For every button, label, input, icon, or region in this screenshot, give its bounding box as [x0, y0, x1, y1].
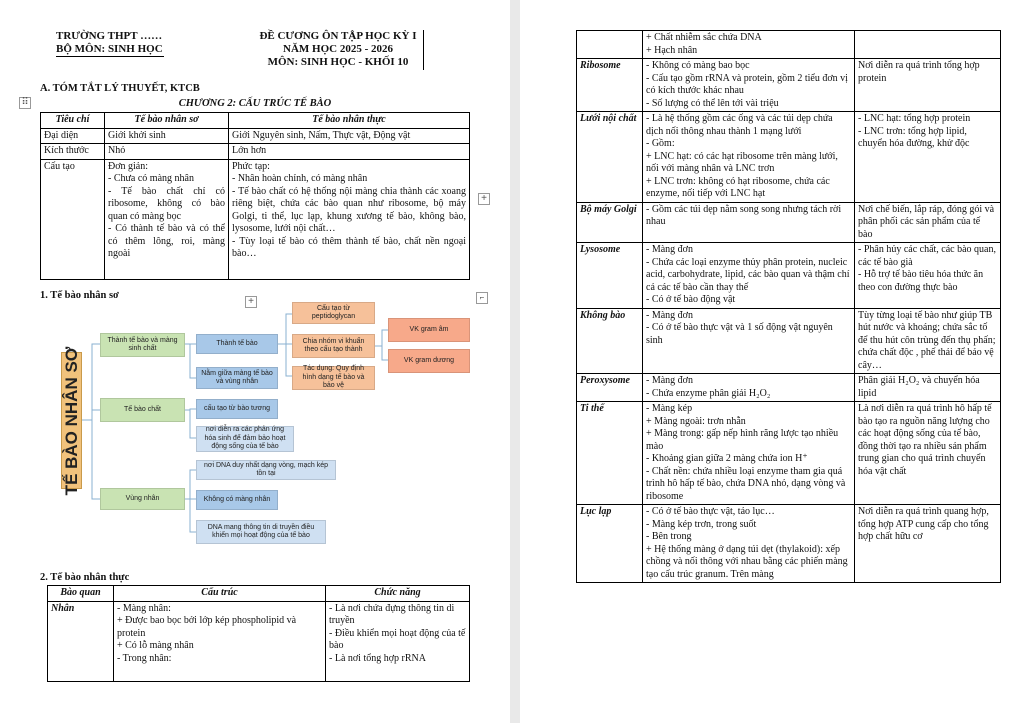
- cell-line: - LNC hạt: tổng hợp protein: [858, 113, 971, 124]
- cell-line: - Chất nền: chứa nhiều loại enzyme tham gia quá trình hô hấp tế bào, chứa DNA nhỏ, dạng vòng và ribosome: [646, 465, 846, 502]
- cell-line: - Bên trong: [646, 531, 692, 542]
- organelle-table-continued: [576, 30, 1001, 583]
- col-header: Bào quan: [48, 586, 114, 602]
- connector: [185, 470, 196, 499]
- function-cell: [855, 31, 1001, 59]
- cell-line: Là nơi diễn ra quá trình hô hấp tế bào tạo ra nguồn năng lượng cho các hoạt động sống của tế bào, đồng thời tạo ra nhiều sản phẩm trung gian cho quá trình chuyển hóa vật chất: [858, 403, 992, 477]
- organelle-name: [577, 31, 643, 59]
- eukaryote-table: [47, 585, 470, 682]
- function-cell: [855, 202, 1001, 243]
- table-row: [577, 59, 1001, 112]
- cell-line: - Tế bào chất có hệ thống nội màng chia thành các xoang riêng biệt, chứa các bào quan như ribosome, bộ máy Golgi, ti thể, lục lạp, khung xương tế bào, không bào, lysosome, lưới nội chất…: [232, 185, 466, 234]
- cell-line: - Chứa các loại enzyme thủy phân protein, nucleic acid, carbohydrate, lipid, các bào quan và thậm chí cả các tế bào cần thay thế: [646, 256, 850, 293]
- table-cell: Lớn hơn: [229, 144, 470, 160]
- structure-cell: [643, 59, 855, 112]
- add-shape-button[interactable]: +: [245, 296, 257, 308]
- table-row: [577, 202, 1001, 243]
- table-cell: Kích thước: [41, 144, 105, 160]
- cell-line: - Có ở tế bào thực vật và 1 số động vật nguyên sinh: [646, 322, 833, 346]
- structure-cell: [643, 505, 855, 583]
- function-cell: [326, 601, 470, 681]
- mindmap-root: [61, 346, 82, 495]
- section-1-heading: 1. Tế bào nhân sơ: [40, 290, 119, 301]
- organelle-name: Peroxysome: [577, 374, 643, 402]
- table-row: [577, 505, 1001, 583]
- cell-line: Phức tạp:: [232, 160, 270, 172]
- cell-line: + Màng ngoài: trơn nhẵn: [646, 415, 746, 427]
- connector: [92, 420, 100, 499]
- cell-line: - Màng đơn: [646, 309, 693, 321]
- connector: [375, 330, 388, 346]
- cell-line: + LNC hạt: có các hạt ribosome trên màng lưới, nối với màng nhân và LNC trơn: [646, 150, 838, 174]
- cell-line: - Màng kép trơn, trong suốt: [646, 518, 757, 530]
- school-name: TRƯỜNG THPT ……: [56, 30, 163, 42]
- cell-line: - Số lượng có thể lên tới vài triệu: [646, 97, 779, 109]
- cell-line: - Trong nhân:: [117, 652, 172, 664]
- mindmap-root-label: TẾ BÀO NHÂN SƠ: [61, 346, 81, 495]
- cell-line: - Có thành tế bào và có thể có thêm lông, roi, màng ngoài: [108, 223, 225, 259]
- document-page-right: [520, 0, 1035, 723]
- node-gram-negative: VK gram âm: [388, 318, 470, 342]
- cell-line: - Nhân hoàn chỉnh, có màng nhân: [232, 173, 368, 184]
- cell-line: Phân giải H₂O₂ và chuyển hóa lipid: [858, 375, 980, 399]
- col-header: Cấu trúc: [114, 586, 326, 602]
- function-cell: [855, 112, 1001, 203]
- table-move-handle[interactable]: ⠿: [19, 97, 31, 109]
- node-no-nuclear-membrane: Không có màng nhân: [196, 490, 278, 510]
- function-cell: [855, 505, 1001, 583]
- cell-line: + Có lỗ màng nhân: [117, 640, 194, 651]
- node-cell-wall-function: Tác dụng: Quy định hình dạng tế bào và bảo vệ: [292, 366, 375, 390]
- cell-line: + Chất nhiễm sắc chứa DNA: [646, 32, 762, 43]
- cell-line: - Chứa enzyme phân giải H₂O₂: [646, 387, 771, 399]
- structure-cell: [643, 31, 855, 59]
- cell-line: - Có ở tế bào động vật: [646, 294, 736, 305]
- connector: [185, 409, 196, 410]
- chapter-heading: CHƯƠNG 2: CẤU TRÚC TẾ BÀO: [178, 98, 332, 109]
- node-membrane-location: Nằm giữa màng tế bào và vùng nhân: [196, 367, 278, 389]
- table-cell: Đại diện: [41, 128, 105, 144]
- section-a-heading: A. TÓM TẮT LÝ THUYẾT, KTCB: [40, 83, 200, 94]
- cell-line: + Được bao bọc bởi lớp kép phospholipid và protein: [117, 615, 297, 639]
- node-cytoplasm: Tế bào chất: [100, 398, 185, 422]
- table-cell: Giới Nguyên sinh, Nấm, Thực vật, Động vật: [229, 128, 470, 144]
- function-cell: [855, 308, 1001, 374]
- cell-line: - Khoảng gian giữa 2 màng chứa ion H⁺: [646, 453, 808, 464]
- cell-line: - Màng đơn: [646, 244, 693, 255]
- cell-line: - Là nơi tổng hợp rRNA: [329, 652, 426, 664]
- cell-line: - Màng kép: [646, 403, 693, 414]
- node-genetic-info: DNA mang thông tin di truyền điều khiển mọi hoạt động của tế bào: [196, 520, 326, 544]
- cell-line: - Là hệ thống gồm các ống và các túi dẹp chứa dịch nối thông nhau thành 1 mạng lưới: [646, 113, 833, 137]
- school-year: NĂM HỌC 2025 - 2026: [283, 43, 393, 55]
- table-row: [577, 243, 1001, 309]
- cell-line: - Màng nhân:: [117, 602, 171, 614]
- node-circular-dna: nơi DNA duy nhất dạng vòng, mạch kép tồn tại: [196, 460, 336, 480]
- table-cell: Giới khởi sinh: [105, 128, 229, 144]
- cell-line: Đơn giản:: [108, 160, 149, 172]
- cell-line: Tùy từng loại tế bào như giúp TB hút nước và khoáng; chứa sắc tố để thu hút côn trùng đến thụ phấn; chứa chất độc , phế thải để bảo vệ cây…: [858, 309, 996, 371]
- table-row: [577, 308, 1001, 374]
- node-gram-positive: VK gram dương: [388, 349, 470, 373]
- cell-line: Nơi diễn ra quá trình quang hợp, tổng hợp ATP cung cấp cho tổng hợp chất hữu cơ: [858, 506, 989, 542]
- cell-line: + Hạch nhân: [646, 44, 698, 56]
- cell-line: - Có ở tế bào thực vật, tảo lục…: [646, 506, 775, 517]
- function-cell: [855, 374, 1001, 402]
- connector: [82, 344, 100, 420]
- document-page-left: [0, 0, 510, 723]
- table-row: [577, 112, 1001, 203]
- table-cell: Nhỏ: [105, 144, 229, 160]
- node-nucleoid: Vùng nhân: [100, 488, 185, 510]
- doc-title: ĐỀ CƯƠNG ÔN TẬP HỌC KỲ I: [259, 30, 417, 42]
- organelle-name: Ribosome: [577, 59, 643, 112]
- table-row: [577, 374, 1001, 402]
- table-header-row: [48, 586, 470, 602]
- table-row: [577, 402, 1001, 505]
- structure-cell: [643, 308, 855, 374]
- cell-line: - Không có màng bao bọc: [646, 60, 750, 71]
- organelle-name: Không bào: [577, 308, 643, 374]
- function-cell: [855, 402, 1001, 505]
- table-row: [577, 31, 1001, 59]
- structure-cell: [643, 243, 855, 309]
- layout-options-button[interactable]: ⌐: [476, 292, 488, 304]
- node-biochemical-reactions: nơi diễn ra các phản ứng hóa sinh để đảm bảo hoạt động sống của tế bào: [196, 426, 294, 452]
- cell-line: Nơi diễn ra quá trình tổng hợp protein: [858, 60, 980, 84]
- cell-line: - Phân hủy các chất, các bào quan, các tế bào già: [858, 244, 996, 268]
- cell-line: - Điều khiển mọi hoạt động của tế bào: [329, 627, 466, 651]
- col-header: Tiêu chí: [41, 113, 105, 129]
- structure-cell: [643, 402, 855, 505]
- function-cell: [855, 243, 1001, 309]
- col-header: Chức năng: [326, 586, 470, 602]
- node-cell-wall-membrane: Thành tế bào và màng sinh chất: [100, 333, 185, 357]
- node-cytosol: cấu tạo từ bào tương: [196, 399, 278, 419]
- cell-line: Nơi chế biến, lắp ráp, đóng gói và phân phối các sản phẩm của tế bào: [858, 203, 995, 240]
- function-cell: [855, 59, 1001, 112]
- connector: [278, 314, 292, 344]
- organelle-name: Bộ máy Golgi: [577, 202, 643, 243]
- col-header: Tế bào nhân sơ: [105, 113, 229, 129]
- department: BỘ MÔN: SINH HỌC: [56, 43, 163, 55]
- cell-line: - Gồm:: [646, 138, 675, 149]
- col-header: Tế bào nhân thực: [229, 113, 470, 129]
- cell-line: + LNC trơn: không có hạt ribosome, chứa các enzyme, nối tiếp với LNC hạt: [646, 175, 830, 199]
- organelle-name: Lưới nội chất: [577, 112, 643, 203]
- cell-line: - Tùy loại tế bào có thêm thành tế bào, chất nền ngoại bào…: [232, 235, 466, 259]
- structure-cell: [114, 601, 326, 681]
- table-row: [48, 601, 470, 681]
- add-row-button[interactable]: +: [478, 193, 490, 205]
- cell-line: - Tế bào chất chỉ có ribosome, không có bào quan có màng bọc: [108, 185, 225, 222]
- organelle-name: Nhân: [48, 601, 114, 681]
- section-2-heading: 2. Tế bào nhân thực: [40, 572, 130, 583]
- cell-line: - Gồm các túi dẹp nằm song song nhưng tách rời nhau: [646, 203, 842, 227]
- node-cell-wall: Thành tế bào: [196, 334, 278, 354]
- subject-line: MÔN: SINH HỌC - KHỐI 10: [267, 56, 409, 68]
- organelle-name: Lysosome: [577, 243, 643, 309]
- cell-line: + Màng trong: gấp nếp hình răng lược tạo nhiều mào: [646, 428, 839, 452]
- cell-line: - Chưa có màng nhân: [108, 173, 194, 184]
- organelle-name: Lục lạp: [577, 505, 643, 583]
- cell-line: + Hệ thống màng ở dạng túi dẹt (thylakoid): xếp chồng và nối thông với nhau bằng các phiến màng tạo cấu trúc granum. Trên màng: [646, 543, 848, 580]
- structure-cell: [643, 202, 855, 243]
- cell-line: - Là nơi chứa đựng thông tin di truyền: [329, 602, 455, 626]
- table-cell: Cấu tạo: [41, 159, 105, 279]
- cell-line: - Cấu tạo gồm rRNA và protein, gồm 2 tiểu đơn vị có kích thước khác nhau: [646, 72, 848, 96]
- cell-line: - Hỗ trợ tế bào tiêu hóa thức ăn theo con đường thực bào: [858, 269, 984, 293]
- cell-line: - Màng đơn: [646, 375, 693, 386]
- structure-cell: [643, 112, 855, 203]
- node-peptidoglycan: Cấu tạo từ peptidoglycan: [292, 302, 375, 324]
- node-bacteria-groups: Chia nhóm vi khuẩn theo cấu tạo thành: [292, 334, 375, 358]
- organelle-name: Ti thể: [577, 402, 643, 505]
- cell-line: - LNC trơn: tổng hợp lipid, chuyển hóa đường, khử độc: [858, 125, 970, 149]
- structure-cell: [643, 374, 855, 402]
